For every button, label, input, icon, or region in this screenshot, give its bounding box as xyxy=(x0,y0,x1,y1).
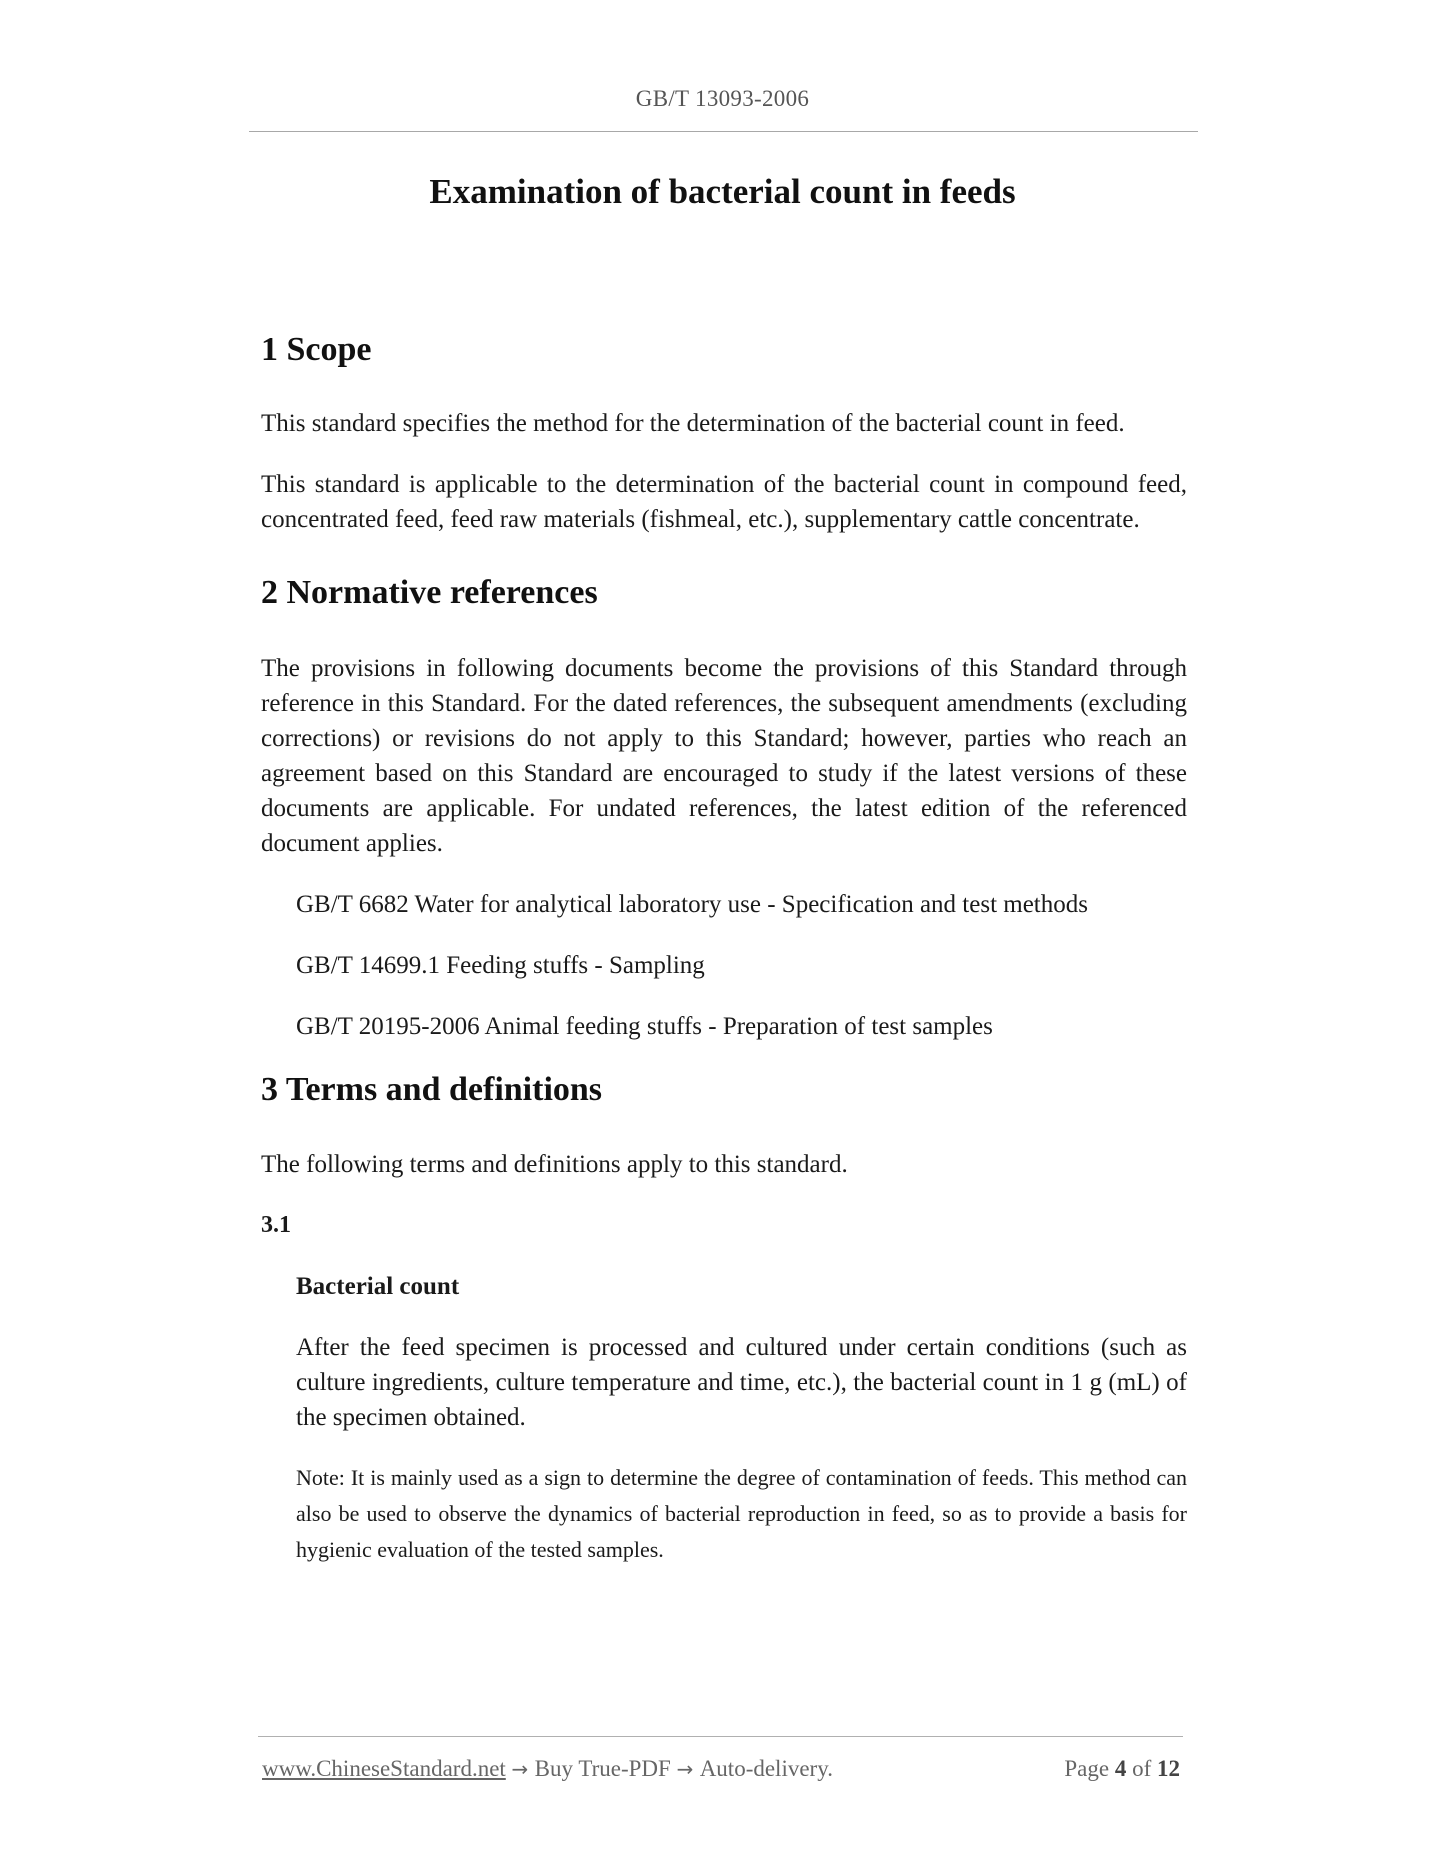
page-indicator xyxy=(1064,1756,1180,1782)
scope-paragraph-2: This standard is applicable to the determination of the bacterial count in compound feed, concentrated feed, feed raw materials (fishmeal, etc.), supplementary cattle concentrate. xyxy=(261,470,1187,533)
section-heading-scope: 1 Scope xyxy=(261,331,372,368)
term-note: Note: It is mainly used as a sign to determine the degree of contamination of feeds. This method can also be used to observe the dynamics of bacterial reproduction in feed, so as to provide a basis for hygienic evaluation of the tested samples. xyxy=(296,1465,1187,1563)
header-divider xyxy=(249,131,1198,132)
arrow-right-icon: → xyxy=(511,1757,535,1781)
page-total: 12 xyxy=(1157,1756,1180,1781)
footer-divider xyxy=(258,1736,1183,1737)
of-word: of xyxy=(1132,1756,1152,1781)
normative-references-paragraph: The provisions in following documents become the provisions of this Standard through reference in this Standard. For the dated references, the subsequent amendments (excluding corrections) or revisions do not apply to this Standard; however, parties who reach an agreement based on this Standard are encouraged to study if the latest versions of these documents are applicable. For undated references, the latest edition of the referenced document applies. xyxy=(261,654,1187,857)
reference-list xyxy=(296,887,1187,1044)
running-header: GB/T 13093-2006 xyxy=(635,86,810,111)
site-link[interactable]: www.ChineseStandard.net xyxy=(262,1756,506,1781)
document-body xyxy=(261,330,1187,1568)
term-name: Bacterial count xyxy=(296,1273,460,1301)
reference-item: GB/T 14699.1 Feeding stuffs - Sampling xyxy=(296,951,705,979)
page-current: 4 xyxy=(1114,1756,1127,1781)
document-title: Examination of bacterial count in feeds xyxy=(429,172,1016,211)
page-word: Page xyxy=(1064,1756,1110,1781)
section-heading-terms-definitions: 3 Terms and definitions xyxy=(261,1070,603,1108)
terms-intro-paragraph: The following terms and definitions apply to this standard. xyxy=(261,1151,848,1179)
reference-item: GB/T 20195-2006 Animal feeding stuffs - Preparation of test samples xyxy=(296,1012,993,1040)
buy-true-pdf-text: Buy True-PDF xyxy=(534,1756,671,1781)
term-definition: After the feed specimen is processed and cultured under certain conditions (such as culture ingredients, culture temperature and time, etc.), the bacterial count in 1 g (mL) of the specimen obtained. xyxy=(296,1334,1187,1432)
footer-promo xyxy=(262,1756,833,1782)
auto-delivery-text: Auto-delivery. xyxy=(699,1756,833,1781)
arrow-right-icon: → xyxy=(676,1757,700,1781)
reference-item: GB/T 6682 Water for analytical laboratory use - Specification and test methods xyxy=(296,890,1088,918)
clause-number: 3.1 xyxy=(261,1212,291,1239)
scope-paragraph-1: This standard specifies the method for the determination of the bacterial count in feed. xyxy=(261,409,1125,437)
section-heading-normative-references: 2 Normative references xyxy=(261,573,598,611)
